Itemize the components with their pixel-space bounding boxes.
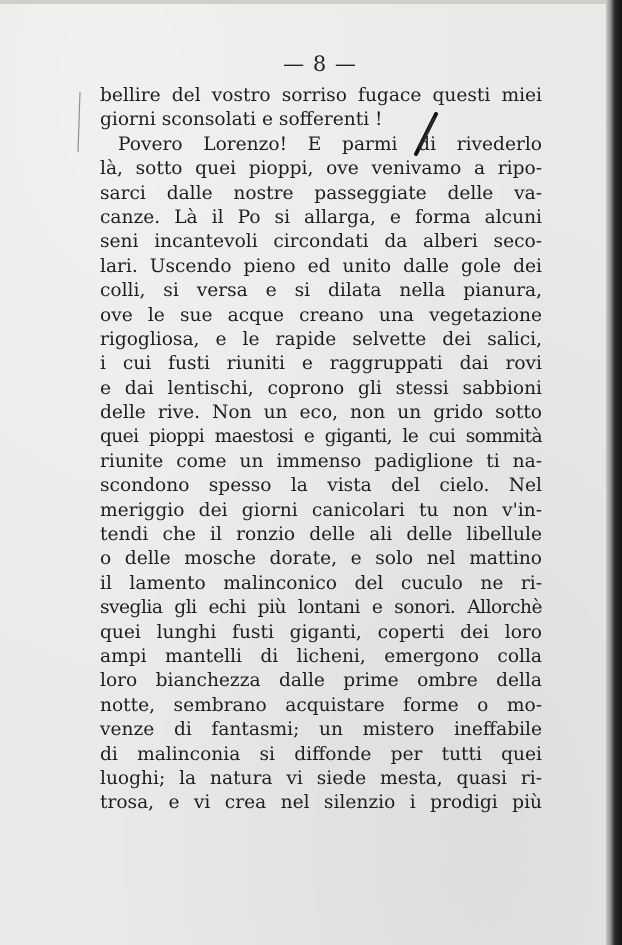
text-line: Povero Lorenzo! E parmi di rivederlo [118,133,542,155]
text-line: trosa, e vi crea nel silenzio i prodigi più [100,792,542,814]
margin-line-icon [74,92,84,152]
text-line: meriggio dei giorni canicolari tu non v'in- [100,499,542,521]
text-line: colli, si versa e si dilata nella pianura, [100,280,542,302]
book-spine-edge [606,0,622,945]
text-line: il lamento malinconico del cuculo ne ri- [100,572,542,594]
text-line: quei pioppi maestosi e giganti, le cui sommità [100,426,542,448]
text-line: delle rive. Non un eco, non un grido sotto [100,402,542,424]
text-line: notte, sembrano acquistare forme o mo- [100,694,542,716]
text-line: venze di fantasmi; un mistero ineffabile [100,719,542,741]
text-line: quei lunghi fusti giganti, coperti dei loro [100,621,542,643]
text-line: luoghi; la natura vi siede mesta, quasi ri- [100,767,542,789]
text-line: seni incantevoli circondati da alberi seco- [100,231,542,253]
text-line: lari. Uscendo pieno ed unito dalle gole dei [100,255,542,277]
text-line: rigogliosa, e le rapide selvette dei salici, [100,328,542,350]
text-line: riunite come un immenso padiglione ti na- [100,450,542,472]
text-line: sveglia gli echi più lontani e sonori. Allorchè [100,597,542,619]
text-line: ove le sue acque creano una vegetazione [100,304,542,326]
text-line: scondono spesso la vista del cielo. Nel [100,475,542,497]
text-line: là, sotto quei pioppi, ove venivamo a ripo- [100,158,542,180]
text-line: sarci dalle nostre passeggiate delle va- [100,182,542,204]
text-line: tendi che il ronzio delle ali delle libellule [100,524,542,546]
text-line: giorni sconsolati e sofferenti ! [100,109,383,131]
text-line: ampi mantelli di licheni, emergono colla [100,645,542,667]
page-text [100,84,542,816]
text-line: bellire del vostro sorriso fugace questi miei [100,85,542,106]
text-line: i cui fusti riuniti e raggruppati dai rovi [100,353,542,375]
page-number: — 8 — [283,52,357,76]
text-line: e dai lentischi, coprono gli stessi sabbioni [100,377,542,399]
page-top-edge [0,0,606,4]
text-line: canze. Là il Po si allarga, e forma alcuni [100,206,542,228]
text-line: o delle mosche dorate, e solo nel mattino [100,548,542,570]
text-line: loro bianchezza dalle prime ombre della [100,670,542,692]
text-line: di malinconia si diffonde per tutti quei [100,743,542,765]
